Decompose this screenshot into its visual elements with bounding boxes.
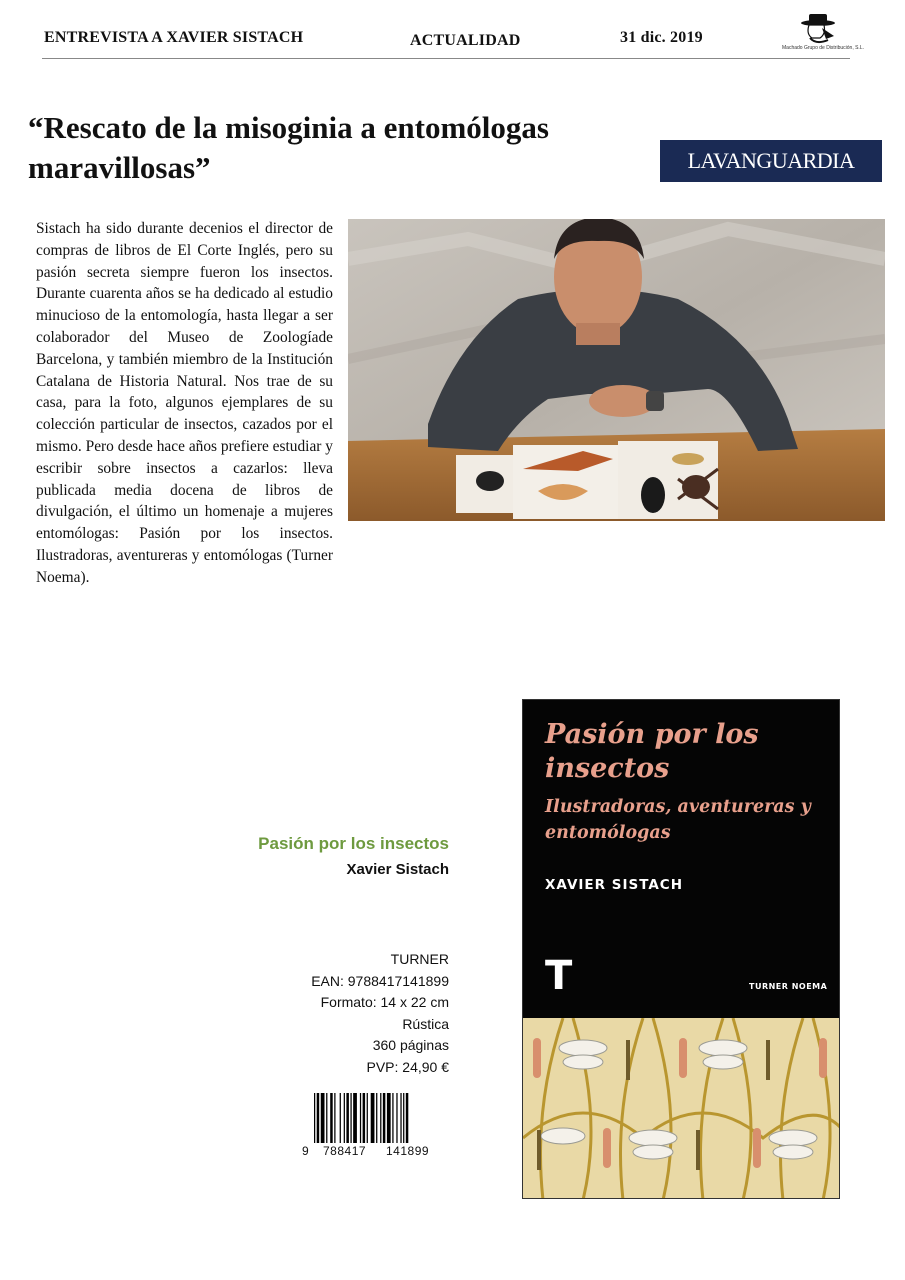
hat-figure-icon: [782, 12, 848, 46]
publisher: TURNER: [390, 951, 449, 967]
barcode-first-digit: 9: [302, 1144, 309, 1158]
category-label: ACTUALIDAD: [410, 32, 521, 49]
article-body: Sistach ha sido durante decenios el director de compras de libros de El Corte Inglés, pero su pasión secreta siempre fueron los insectos. Durante cuarenta años se ha dedicado al estudio minucioso de la entomología, hasta llegar a ser colaborador del Museo de Zoologíade Barcelona, y también miembro de la Institución Catalana de Historia Natural. Nos trae de su casa, para la foto, algunos ejemplares de su colección particular de insectos, cazados por el mismo. Pero desde hace años prefiere estudiar y escribir sobre insectos a cazarlos: lleva publicada media docena de libros de divulgación, el último un homenaje a mujeres entomólogas: Pasión por los insectos. Ilustradoras, aventureras y entomólogas (Turner Noema).: [36, 220, 333, 586]
book-title: Pasión por los insectos: [258, 834, 449, 853]
interview-photo: [348, 219, 885, 521]
book-cover: [522, 699, 840, 1199]
publisher-logo: [782, 12, 864, 56]
newspaper-banner: LAVANGUARDIA: [660, 140, 882, 182]
imprint-logo: T: [545, 953, 573, 999]
barcode-bars: [314, 1093, 444, 1145]
article-headline: “Rescato de la misoginia a entomólogas maravillosas”: [28, 110, 549, 185]
cover-author: XAVIER SISTACH: [545, 877, 684, 893]
cover-subtitle: Ilustradoras, aventureras y entomólogas: [545, 797, 811, 843]
page-count: 360 páginas: [372, 1037, 449, 1054]
cover-title: Pasión por los insectos: [545, 719, 759, 784]
date-label: 31 dic. 2019: [620, 29, 703, 46]
cover-imprint: TURNER NOEMA: [749, 982, 828, 991]
page-header: [42, 0, 864, 59]
book-specs: [200, 949, 449, 1079]
dragonfly-pattern: [523, 1018, 840, 1199]
section-label: ENTREVISTA A XAVIER SISTACH: [44, 29, 304, 46]
binding: Rústica: [402, 1015, 449, 1032]
book-author: Xavier Sistach: [346, 861, 449, 878]
ean: EAN: 9788417141899: [311, 972, 449, 989]
price: PVP: 24,90 €: [366, 1058, 449, 1075]
format: Formato: 14 x 22 cm: [320, 994, 449, 1011]
logo-caption: Machado Grupo de Distribución, S.L.: [782, 45, 864, 51]
barcode-group-1: 788417: [323, 1144, 367, 1158]
barcode: [300, 1093, 450, 1163]
barcode-group-2: 141899: [386, 1144, 430, 1158]
